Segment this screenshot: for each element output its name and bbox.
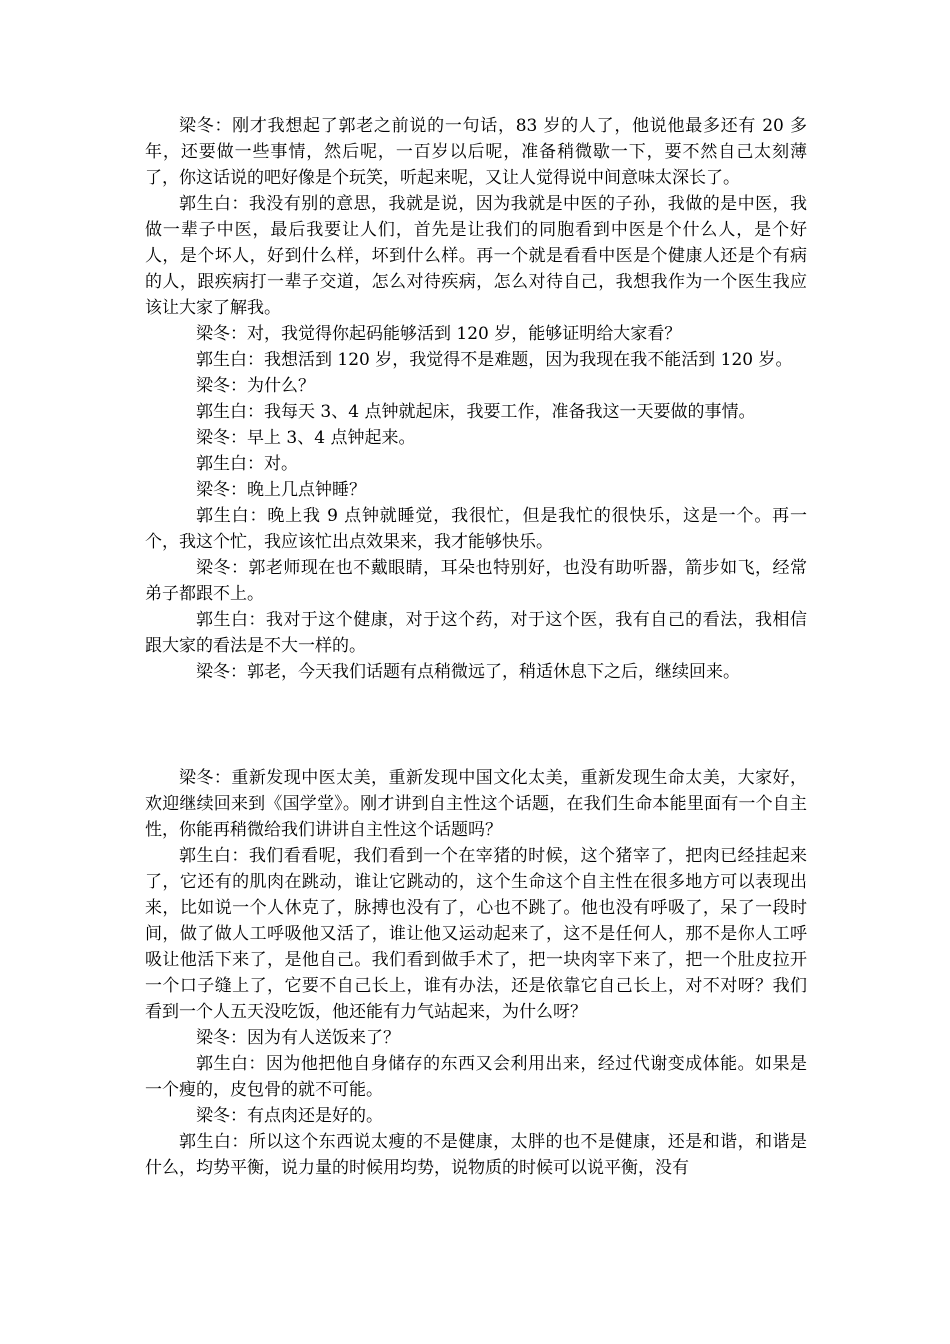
paragraph: 郭生白：我没有别的意思，我就是说，因为我就是中医的子孙，我做的是中医，我做一辈子中医，最后我要让人们，首先是让我们的同胞看到中医是个什么人，是个好人，是个坏人，好到什么样，坏到什么样。再一个就是看看中医是个健康人还是个有病的人，跟疾病打一辈子交道，怎么对待疾病，怎么对待自己，我想我作为一个医生我应该让大家了解我。 [145,194,807,318]
paragraph: 梁冬：郭老师现在也不戴眼睛，耳朵也特别好，也没有助听器，箭步如飞，经常弟子都跟不上。 [145,558,807,604]
paragraph: 郭生白：我对于这个健康，对于这个药，对于这个医，我有自己的看法，我相信跟大家的看法是不大一样的。 [145,610,807,656]
paragraph: 梁冬：晚上几点钟睡？ [196,480,366,500]
document-page [145,113,807,1181]
paragraph: 郭生白：我想活到 120 岁，我觉得不是难题，因为我现在我不能活到 120 岁。 [196,350,793,370]
paragraph: 郭生白：所以这个东西说太瘦的不是健康，太胖的也不是健康，还是和谐，和谐是什么，均势平衡，说力量的时候用均势，说物质的时候可以说平衡，没有 [145,1132,807,1178]
paragraph: 梁冬：有点肉还是好的。 [196,1106,383,1126]
paragraph: 梁冬：刚才我想起了郭老之前说的一句话，83 岁的人了，他说他最多还有 20 多年，还要做一些事情，然后呢，一百岁以后呢，准备稍微歇一下，要不然自己太刻薄了，你这话说的吧好像是个玩笑，听起来呢，又让人觉得说中间意味太深长了。 [145,116,807,188]
paragraph: 梁冬：重新发现中医太美，重新发现中国文化太美，重新发现生命太美，大家好，欢迎继续回来到《国学堂》。刚才讲到自主性这个话题，在我们生命本能里面有一个自主性，你能再稍微给我们讲讲自主性这个话题吗？ [145,768,807,840]
paragraph: 郭生白：晚上我 9 点钟就睡觉，我很忙，但是我忙的很快乐，这是一个。再一个，我这个忙，我应该忙出点效果来，我才能够快乐。 [145,506,807,552]
dialogue-section-1 [145,113,807,685]
paragraph: 梁冬：为什么？ [196,376,315,396]
paragraph: 梁冬：早上 3、4 点钟起来。 [196,428,416,448]
dialogue-section-2 [145,765,807,1181]
paragraph: 郭生白：因为他把他自身储存的东西又会利用出来，经过代谢变成体能。如果是一个瘦的，皮包骨的就不可能。 [145,1054,807,1100]
paragraph: 梁冬：因为有人送饭来了？ [196,1028,400,1048]
paragraph: 梁冬：对，我觉得你起码能够活到 120 岁，能够证明给大家看？ [196,324,682,344]
section-gap [145,685,807,765]
paragraph: 梁冬：郭老，今天我们话题有点稍微远了，稍适休息下之后，继续回来。 [196,662,740,682]
paragraph: 郭生白：对。 [196,454,298,474]
paragraph: 郭生白：我们看看呢，我们看到一个在宰猪的时候，这个猪宰了，把肉已经挂起来了，它还有的肌肉在跳动，谁让它跳动的，这个生命这个自主性在很多地方可以表现出来，比如说一个人休克了，脉搏也没有了，心也不跳了。他也没有呼吸了，呆了一段时间，做了做人工呼吸他又活了，谁让他又运动起来了，这不是任何人，那不是你人工呼吸让他活下来了，是他自己。我们看到做手术了，把一块肉宰下来了，把一个肚皮拉开一个口子缝上了，它要不自己长上，谁有办法，还是依靠它自己长上，对不对呀？我们看到一个人五天没吃饭，他还能有力气站起来，为什么呀？ [145,846,807,1022]
paragraph: 郭生白：我每天 3、4 点钟就起床，我要工作，准备我这一天要做的事情。 [196,402,756,422]
